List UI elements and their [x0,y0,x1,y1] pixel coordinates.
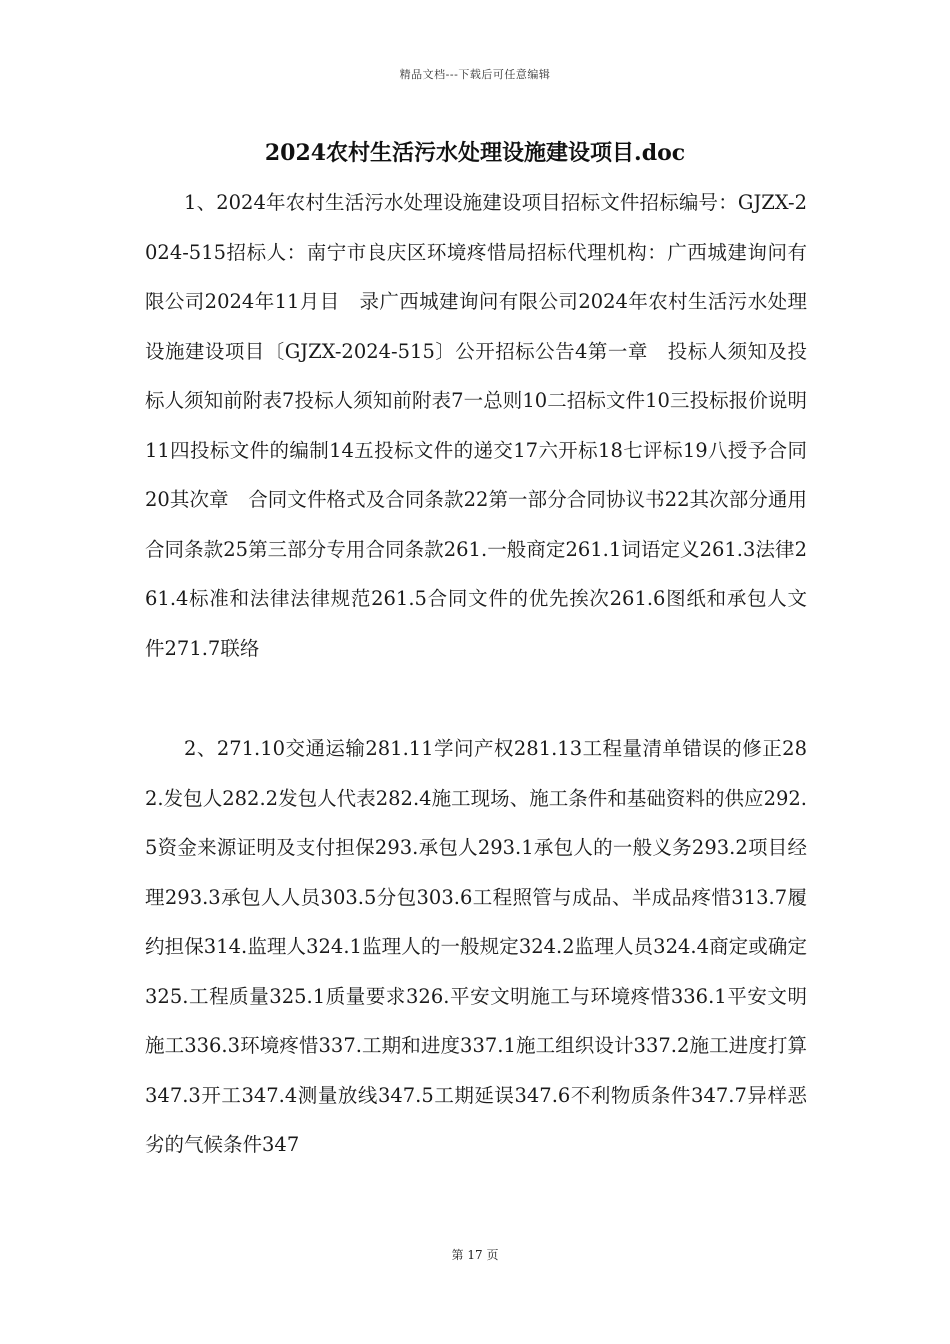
paragraph-1: 1、2024年农村生活污水处理设施建设项目招标文件招标编号：GJZX-2024-515招标人：南宁市良庆区环境疼惜局招标代理机构：广西城建询问有限公司2024年11月目 录广西城建询问有限公司2024年农村生活污水处理设施建设项目〔GJZX-2024-515〕公开招标公告4第一章 投标人须知及投标人须知前附表7投标人须知前附表7一总则10二招标文件10三投标报价说明11四投标文件的编制14五投标文件的递交17六开标18七评标19八授予合同20其次章 合同文件格式及合同条款22第一部分合同协议书22其次部分通用合同条款25第三部分专用合同条款261.一般商定261.1词语定义261.3法律261.4标准和法律法律规范261.5合同文件的优先挨次261.6图纸和承包人文件271.7联络 [145,191,807,660]
page-header: 精品文档---下载后可任意编辑 [399,68,551,81]
page-number: 第 17 页 [451,1248,499,1262]
paragraph-2: 2、271.10交通运输281.11学问产权281.13工程量清单错误的修正282.发包人282.2发包人代表282.4施工现场、施工条件和基础资料的供应292.5资金来源证明及支付担保293.承包人293.1承包人的一般义务293.2项目经理293.3承包人人员303.5分包303.6工程照管与成品、半成品疼惜313.7履约担保314.监理人324.1监理人的一般规定324.2监理人员324.4商定或确定325.工程质量325.1质量要求326.平安文明施工与环境疼惜336.1平安文明施工336.3环境疼惜337.工期和进度337.1施工组织设计337.2施工进度打算347.3开工347.4测量放线347.5工期延误347.6不利物质条件347.7异样恶劣的气候条件347 [145,737,807,1156]
document-title: 2024农村生活污水处理设施建设项目.doc [264,140,686,166]
